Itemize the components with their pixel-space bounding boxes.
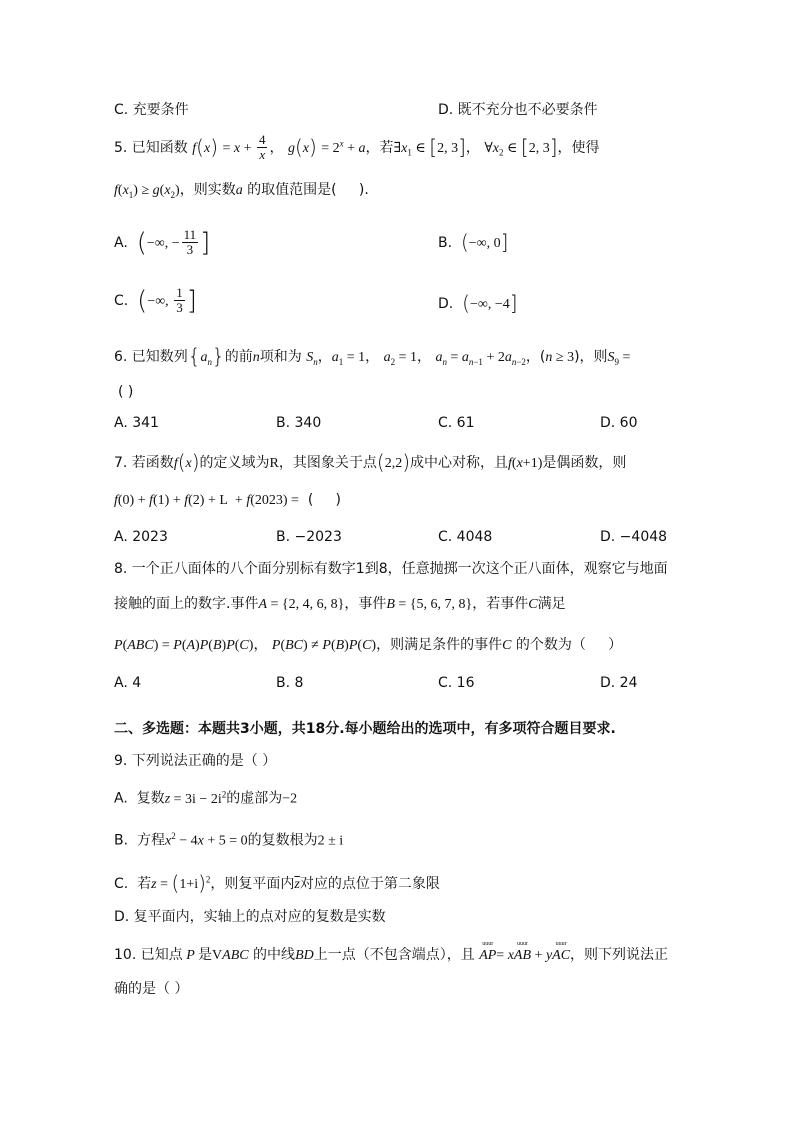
q8-option-b: B. 8 xyxy=(276,675,304,691)
q8-stem: 8. 一个正八面体的八个面分别标有数字1到8，任意抛掷一次这个正八面体，观察它与地面 xyxy=(114,561,668,577)
q6-option-c: C. 61 xyxy=(438,415,475,431)
q7-option-c: C. 4048 xyxy=(438,529,493,545)
q10-stem: 10. 已知点 P 是VABC 的中线BD上一点（不包含端点），且 uuur AP= x uuur AB + y uuur AC，则下列说法正 xyxy=(114,941,669,963)
q6-stem: 6. 已知数列$\{a_n\}$的前n项和为 $S_n$，$a_1 = 1$， $a_2 = 1$， $a_n = a_{n-1} + 2a_{n-2}$，(n ≥ 3)，则$S_9$ = xyxy=(114,344,631,368)
q6-option-a: A. 341 xyxy=(114,415,159,431)
q6-paren: ( ) xyxy=(118,384,134,400)
q5-stem-line1: 5. 已知函数 f(x) = x + $\frac{4}{x}$ ， $g(x) = 2^x + a$，若$\exists x_1$ ∈ [2, 3]， $\forall x_2$ ∈ [2, 3]，使得 xyxy=(114,132,600,163)
q10-stem-line2: 确的是（ ） xyxy=(114,981,189,997)
section-2-heading: 二、多选题：本题共3小题，共18分.每小题给出的选项中，有多项符合题目要求. xyxy=(114,721,616,737)
q9-option-d: D. 复平面内，实轴上的点对应的复数是实数 xyxy=(114,909,386,925)
q4-option-d: D. 既不充分也不必要条件 xyxy=(438,102,598,118)
q8-option-c: C. 16 xyxy=(438,675,475,691)
q5-option-c: C. (−∞, $\frac{1}{3}$ ] xyxy=(114,285,197,316)
q5-option-d: D. (−∞, −4] xyxy=(438,291,518,315)
q6-option-d: D. 60 xyxy=(600,415,638,431)
q9-option-c: C. 若$z = (1+i)^2$，则复平面内$\overline{z}$对应的点位于第二象限 xyxy=(114,871,440,895)
q5-option-a: A. (−∞, − $\frac{11}{3}$ ] xyxy=(114,227,211,258)
q9-stem: 9. 下列说法正确的是（ ） xyxy=(114,753,277,769)
q4-option-c: C. 充要条件 xyxy=(114,102,189,118)
q5-option-b: B. (−∞, 0] xyxy=(438,230,509,254)
q7-option-b: B. −2023 xyxy=(276,529,342,545)
q7-stem: 7. 若函数f(x)的定义域为R，其图象关于点(2,2)成中心对称，且f(x+1)是偶函数，则 xyxy=(114,450,627,474)
q9-option-a: A. 复数$z = 3i - 2i^2$的虚部为−2 xyxy=(114,789,298,807)
q7-option-a: A. 2023 xyxy=(114,529,168,545)
q8-stem-line3: P(ABC) = P(A)P(B)P(C)， P(BC) ≠ P(B)P(C)，则满足条件的事件C 的个数为（ ） xyxy=(114,637,623,653)
q8-option-d: D. 24 xyxy=(600,675,638,691)
q5-stem-line2: $f(x_1) \ge g(x_2)$，则实数a 的取值范围是( ). xyxy=(114,182,369,200)
q7-stem-line2: f(0) + f(1) + f(2) + L + f(2023) = ( ) xyxy=(114,492,342,508)
q7-option-d: D. −4048 xyxy=(600,529,668,545)
q6-option-b: B. 340 xyxy=(276,415,322,431)
q8-stem-line2: 接触的面上的数字.事件A = {2, 4, 6, 8}，事件B = {5, 6, 7, 8}，若事件C满足 xyxy=(114,596,566,612)
q8-option-a: A. 4 xyxy=(114,675,142,691)
q9-option-b: B. 方程$x^2 - 4x + 5 = 0$的复数根为2 ± i xyxy=(114,831,344,849)
